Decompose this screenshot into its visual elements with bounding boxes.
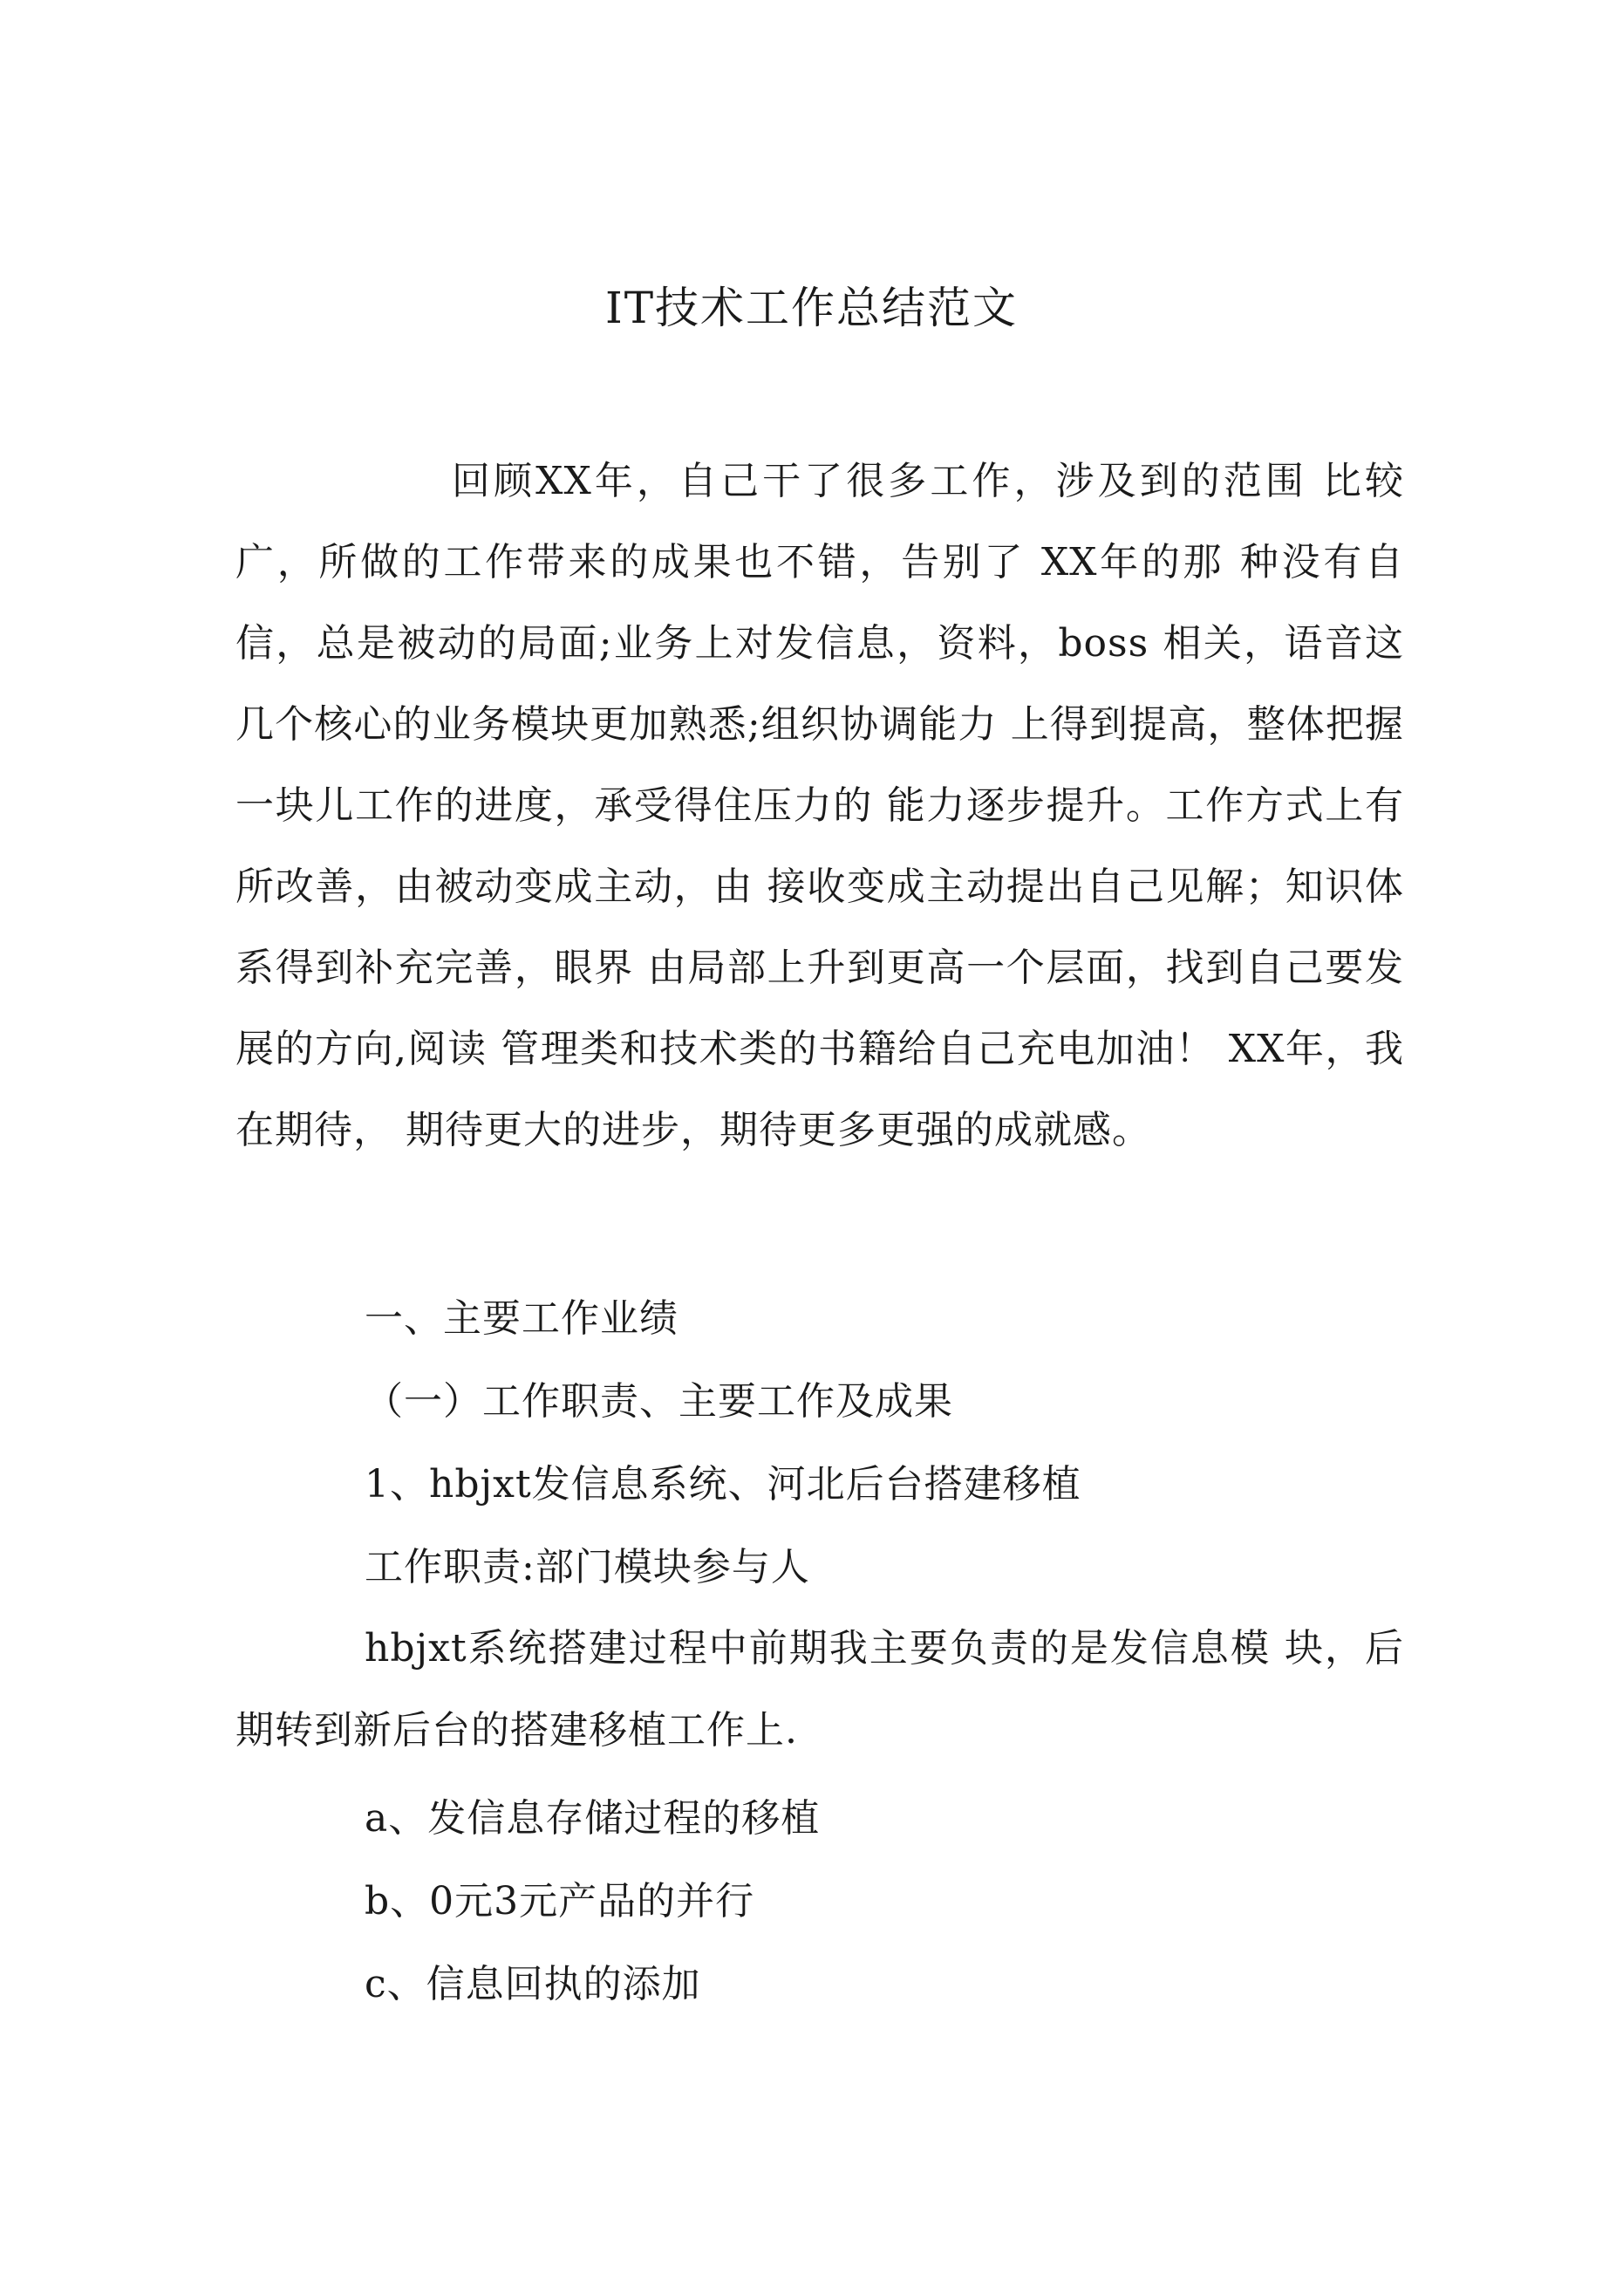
task-item-c: c、信息回执的添加 [365,1962,701,2006]
intro-paragraph: 回顾XX年，自己干了很多工作，涉及到的范围 比较广，所做的工作带来的成果也不错，告别了 XX年的那 种没有自信，总是被动的局面;业务上对发信息，资料，boss 相关，语音这几个核心的业务模块更加熟悉;组织协调能力 上得到提高，整体把握一块儿工作的进度，承受得住压力的 能力逐步提升。工作方式上有所改善，由被动变成主动，由 接收变成主动提出自己见解；知识体系得到补充完善，眼界 由局部上升到更高一个层面，找到自己要发展的方向,阅读 管理类和技术类的书籍给自己充电加油！ XX年，我在期待， 期待更大的进步，期待更多更强的成就感。 [235,459,1404,1152]
item-heading-hbjxt: 1、hbjxt发信息系统、河北后台搭建移植 [365,1462,1081,1507]
task-item-a: a、发信息存储过程的移植 [365,1796,821,1841]
work-role-line: 工作职责:部门模块参与人 [365,1545,810,1589]
section-heading-main-achievements: 一、主要工作业绩 [365,1296,679,1341]
document-title: IT技术工作总结范文 [604,283,1019,333]
hbjxt-description-paragraph: hbjxt系统搭建过程中前期我主要负责的是发信息模 块，后期转到新后台的搭建移植工作上. [235,1626,1404,1753]
subsection-heading-duties: （一）工作职责、主要工作及成果 [365,1379,953,1424]
task-item-b: b、0元3元产品的并行 [365,1879,755,1924]
